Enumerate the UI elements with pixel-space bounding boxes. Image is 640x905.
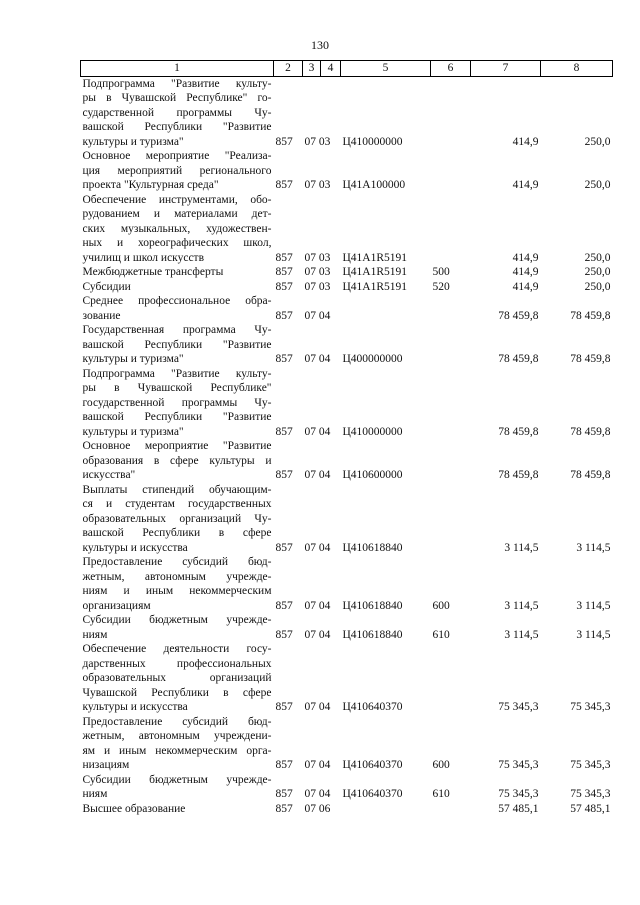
row-name-line: культуры и туризма" xyxy=(82,425,184,438)
row-expense-type xyxy=(431,367,471,440)
row-amount-2: 75 345,3 xyxy=(570,788,611,800)
row-glava: 857 xyxy=(275,280,293,293)
table-row xyxy=(81,439,613,483)
row-glava: 857 xyxy=(275,541,293,554)
row-name-line: Предоставление субсидий бюд- xyxy=(82,715,272,728)
row-expense-type: 600 xyxy=(432,759,450,771)
row-glava: 857 xyxy=(275,701,293,713)
row-amount-1: 414,9 xyxy=(512,280,539,293)
row-name-line: проекта "Культурная среда" xyxy=(82,179,219,191)
row-target-article: Ц41A1R5191 xyxy=(342,280,408,293)
row-amount-2: 3 114,5 xyxy=(576,541,611,554)
header-cell: 3 xyxy=(303,61,321,77)
row-name xyxy=(81,323,274,367)
row-name xyxy=(81,802,274,817)
row-name-line: вашской Республики "Развитие xyxy=(82,411,272,423)
row-section: 07 04 xyxy=(304,599,331,612)
table-row xyxy=(81,323,613,367)
row-glava: 857 xyxy=(275,266,293,278)
row-name xyxy=(81,439,274,483)
row-name-line: ниям и иным некоммерческим xyxy=(82,585,272,597)
row-expense-type xyxy=(431,802,471,817)
row-glava: 857 xyxy=(275,251,293,264)
row-expense-type xyxy=(431,439,471,483)
row-name-line: культуры и искусства xyxy=(82,701,188,713)
page-number: 130 xyxy=(311,38,329,52)
table-row xyxy=(81,294,613,323)
row-amount-1: 75 345,3 xyxy=(498,759,539,771)
row-expense-type xyxy=(431,642,471,715)
row-target-article: Ц410618840 xyxy=(342,628,403,641)
row-section: 07 03 xyxy=(304,135,331,148)
row-name-line: вашской Республики "Развитие xyxy=(82,121,272,133)
row-amount-2: 78 459,8 xyxy=(570,425,611,438)
row-amount-2: 3 114,5 xyxy=(576,599,611,612)
row-name xyxy=(81,613,274,642)
row-name-line: Предоставление субсидий бюд- xyxy=(82,556,272,568)
row-amount-1: 3 114,5 xyxy=(504,541,539,554)
row-glava: 857 xyxy=(275,135,293,148)
row-glava: 857 xyxy=(275,425,293,438)
row-name-line: Основное мероприятие "Развитие xyxy=(82,440,272,452)
row-name-line: Межбюджетные трансферты xyxy=(82,266,224,278)
row-amount-2: 78 459,8 xyxy=(570,469,611,481)
row-expense-type xyxy=(431,323,471,367)
row-amount-1: 75 345,3 xyxy=(498,788,539,800)
table-row xyxy=(81,715,613,773)
row-name-line: образовательных организаций xyxy=(82,672,272,684)
row-target-article: Ц41A100000 xyxy=(342,179,406,191)
row-target-article: Ц400000000 xyxy=(342,353,403,365)
row-expense-type xyxy=(431,149,471,193)
header-cell: 8 xyxy=(541,61,613,77)
row-amount-2: 250,0 xyxy=(584,266,611,278)
header-cell: 5 xyxy=(341,61,431,77)
row-name-line: государственной программы Чу- xyxy=(82,396,272,409)
row-name-line: Обеспечение деятельности госу- xyxy=(82,643,272,655)
row-target-article: Ц410640370 xyxy=(342,701,403,713)
row-amount-1: 3 114,5 xyxy=(504,599,539,612)
row-section: 07 04 xyxy=(304,353,331,365)
row-amount-1: 78 459,8 xyxy=(498,353,539,365)
row-name-line: Основное мероприятие "Реализа- xyxy=(82,150,272,162)
row-glava: 857 xyxy=(275,628,293,641)
table-row xyxy=(81,149,613,193)
row-target-article xyxy=(341,294,431,323)
table-row xyxy=(81,265,613,280)
row-amount-1: 78 459,8 xyxy=(498,425,539,438)
table-row xyxy=(81,773,613,802)
row-name-line: ских музыкальных, художествен- xyxy=(82,222,272,235)
row-expense-type: 520 xyxy=(432,280,450,293)
row-name-line: ниям xyxy=(82,788,108,800)
row-name xyxy=(81,642,274,715)
row-amount-1: 414,9 xyxy=(512,135,539,148)
row-name xyxy=(81,149,274,193)
row-section: 07 04 xyxy=(304,701,331,713)
row-name-line: Субсидии xyxy=(82,280,131,293)
row-name-line: ры в Чувашской Республике" го- xyxy=(82,92,272,104)
row-name-line: образовательных организаций Чу- xyxy=(82,512,272,525)
row-amount-2: 250,0 xyxy=(584,280,611,293)
row-name xyxy=(81,483,274,556)
row-glava: 857 xyxy=(275,469,293,481)
row-name xyxy=(81,367,274,440)
row-name-line: Субсидии бюджетным учрежде- xyxy=(82,773,272,786)
row-name-line: рудованием и материалами дет- xyxy=(82,208,272,220)
row-name-line: ниям xyxy=(82,628,108,641)
row-name-line: Высшее образование xyxy=(82,802,186,815)
row-section: 07 04 xyxy=(304,788,331,800)
row-target-article: Ц410600000 xyxy=(342,469,403,481)
row-glava: 857 xyxy=(275,788,293,800)
row-expense-type xyxy=(431,76,471,149)
row-name-line: культуры и туризма" xyxy=(82,135,184,148)
row-name-line: культуры и туризма" xyxy=(82,353,184,365)
header-cell: 7 xyxy=(471,61,541,77)
row-expense-type: 610 xyxy=(432,628,450,641)
row-amount-1: 3 114,5 xyxy=(504,628,539,641)
row-target-article: Ц410640370 xyxy=(342,759,403,771)
row-amount-1: 414,9 xyxy=(512,251,539,264)
row-section: 07 04 xyxy=(304,425,331,438)
row-amount-1: 57 485,1 xyxy=(498,802,539,815)
table-row xyxy=(81,280,613,295)
row-amount-1: 414,9 xyxy=(512,266,539,278)
row-target-article: Ц41A1R5191 xyxy=(342,251,408,264)
table-row xyxy=(81,613,613,642)
row-section: 07 03 xyxy=(304,266,331,278)
table-row xyxy=(81,642,613,715)
row-name-line: ям и иным некоммерческим орга- xyxy=(82,744,272,757)
row-section: 07 06 xyxy=(304,802,331,815)
table-row xyxy=(81,367,613,440)
row-expense-type: 610 xyxy=(432,788,450,800)
row-target-article: Ц410000000 xyxy=(342,425,403,438)
row-name-line: культуры и искусства xyxy=(82,541,188,554)
row-target-article xyxy=(341,802,431,817)
row-name-line: образования в сфере культуры и xyxy=(82,454,272,467)
row-section: 07 04 xyxy=(304,309,331,322)
row-section: 07 04 xyxy=(304,541,331,554)
row-amount-2: 57 485,1 xyxy=(570,802,611,815)
row-glava: 857 xyxy=(275,759,293,771)
row-name-line: низациям xyxy=(82,759,130,771)
row-amount-2: 75 345,3 xyxy=(570,701,611,713)
row-name-line: Выплаты стипендий обучающим- xyxy=(82,483,272,496)
row-amount-1: 78 459,8 xyxy=(498,469,539,481)
header-cell: 4 xyxy=(321,61,341,77)
row-expense-type xyxy=(431,193,471,266)
row-name xyxy=(81,265,274,280)
row-name-line: ция мероприятий регионального xyxy=(82,164,272,177)
table-body xyxy=(81,76,613,816)
budget-table xyxy=(80,60,613,816)
table-row xyxy=(81,193,613,266)
row-section: 07 03 xyxy=(304,280,331,293)
row-section: 07 04 xyxy=(304,628,331,641)
row-glava: 857 xyxy=(275,309,293,322)
row-amount-2: 3 114,5 xyxy=(576,628,611,641)
row-expense-type: 600 xyxy=(432,599,450,612)
row-name-line: Чувашской Республики в сфере xyxy=(82,686,272,699)
header-cell: 2 xyxy=(274,61,303,77)
row-name-line: вашской Республики "Развитие xyxy=(82,338,272,351)
row-name-line: Среднее профессиональное обра- xyxy=(82,295,272,307)
row-target-article: Ц410000000 xyxy=(342,135,403,148)
row-amount-2: 250,0 xyxy=(584,179,611,191)
row-name-line: Обеспечение инструментами, обо- xyxy=(82,193,272,206)
row-target-article: Ц41A1R5191 xyxy=(342,266,408,278)
row-name-line: дарственных профессиональных xyxy=(82,657,272,670)
row-name xyxy=(81,773,274,802)
row-expense-type xyxy=(431,483,471,556)
row-amount-1: 78 459,8 xyxy=(498,309,539,322)
row-expense-type xyxy=(431,294,471,323)
row-name-line: искусства" xyxy=(82,469,136,481)
row-name-line: ся и студентам государственных xyxy=(82,498,272,510)
row-name xyxy=(81,555,274,613)
row-name-line: училищ и школ искусств xyxy=(82,251,205,264)
row-name-line: ры в Чувашской Республике" xyxy=(82,382,272,394)
row-amount-2: 78 459,8 xyxy=(570,353,611,365)
row-expense-type: 500 xyxy=(432,266,450,278)
row-name-line: Подпрограмма "Развитие культу- xyxy=(82,77,272,90)
table-row xyxy=(81,802,613,817)
table-header-row xyxy=(81,61,613,77)
row-section: 07 03 xyxy=(304,251,331,264)
row-name-line: вашской Республики в сфере xyxy=(82,527,272,539)
row-name xyxy=(81,193,274,266)
row-section: 07 04 xyxy=(304,759,331,771)
row-amount-2: 250,0 xyxy=(584,251,611,264)
row-name xyxy=(81,76,274,149)
row-name xyxy=(81,715,274,773)
row-name-line: Государственная программа Чу- xyxy=(82,324,272,336)
row-name xyxy=(81,294,274,323)
row-amount-1: 75 345,3 xyxy=(498,701,539,713)
header-cell: 1 xyxy=(81,61,274,77)
row-name-line: жетным, автономным учрежде- xyxy=(82,570,272,583)
table-row xyxy=(81,76,613,149)
row-section: 07 04 xyxy=(304,469,331,481)
row-amount-2: 75 345,3 xyxy=(570,759,611,771)
row-name-line: сударственной программы Чу- xyxy=(82,106,272,119)
row-name xyxy=(81,280,274,295)
row-name-line: организациям xyxy=(82,599,151,612)
row-amount-1: 414,9 xyxy=(512,179,539,191)
row-name-line: зование xyxy=(82,309,121,322)
row-name-line: Подпрограмма "Развитие культу- xyxy=(82,367,272,380)
row-name-line: ных и хореографических школ, xyxy=(82,237,272,249)
row-glava: 857 xyxy=(275,802,293,815)
row-name-line: жетным, автономным учреждени- xyxy=(82,730,272,742)
row-glava: 857 xyxy=(275,179,293,191)
row-name-line: Субсидии бюджетным учрежде- xyxy=(82,614,272,626)
row-target-article: Ц410640370 xyxy=(342,788,403,800)
row-amount-2: 78 459,8 xyxy=(570,309,611,322)
header-cell: 6 xyxy=(431,61,471,77)
table-row xyxy=(81,483,613,556)
row-target-article: Ц410618840 xyxy=(342,599,403,612)
row-target-article: Ц410618840 xyxy=(342,541,403,554)
table-row xyxy=(81,555,613,613)
row-glava: 857 xyxy=(275,353,293,365)
row-section: 07 03 xyxy=(304,179,331,191)
row-glava: 857 xyxy=(275,599,293,612)
row-amount-2: 250,0 xyxy=(584,135,611,148)
